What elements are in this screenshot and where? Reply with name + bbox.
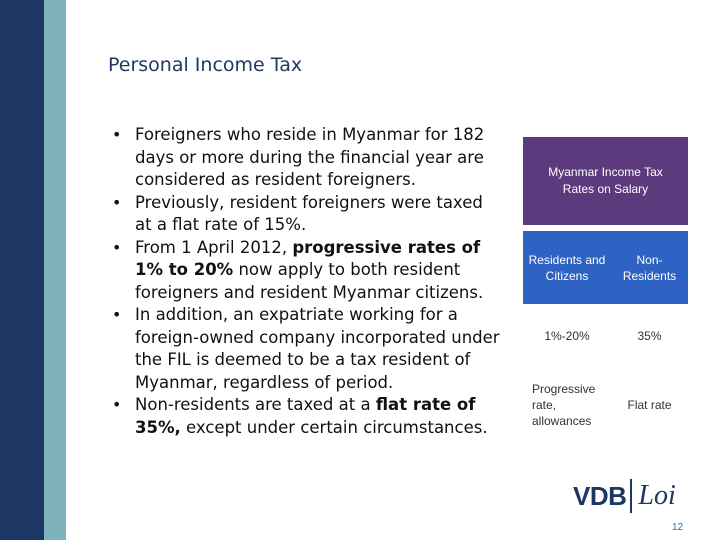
table-cell-resident-basis [523,372,611,438]
page-number: 12 [672,522,684,533]
bullet-item [112,192,500,237]
left-teal-bar [44,0,66,540]
left-navy-bar [0,0,44,540]
bullet-item [112,304,500,394]
bullet-text: Foreigners who reside in Myanmar for 182 days or more during the financial year are considered as resident foreigners. [135,125,485,189]
bullet-item [112,394,500,439]
bullet-dot-icon: • [112,237,122,257]
logo-vdb-text: VDB [573,480,627,511]
tax-table-header-text: Myanmar Income Tax Rates on Salary [548,165,663,196]
bullet-item [112,124,500,192]
bullet-text-post: except under certain circumstances. [180,417,488,437]
bullet-dot-icon: • [112,305,122,324]
column-header-residents [523,231,611,304]
logo-divider [630,479,632,513]
bullet-dot-icon: • [112,192,122,212]
column-header-non-residents [611,231,688,304]
vdb-loi-logo [573,477,676,515]
slide-title: Personal Income Tax [108,54,303,76]
bullet-text: Previously, resident foreigners were taxed at a flat rate of 15%. [135,192,483,234]
bullet-item [112,237,500,305]
table-cell-nonresident-rate: 35% [637,329,662,343]
table-cell-nonresident-basis: Flat rate [627,398,672,412]
bullet-text-pre: Non-residents are taxed at a [135,395,376,414]
bullet-dot-icon: • [112,395,122,414]
column-header-non-residents-text: Non-Residents [622,252,677,283]
bullet-text-bold: flat rate of 35%, [135,395,476,437]
bullet-text-bold: progressive rates of 1% to 20% [135,237,481,279]
bullet-dot-icon: • [112,125,122,144]
tax-table-column-header-row [523,231,688,304]
bullet-text-pre: From 1 April 2012, [135,237,293,257]
column-header-residents-text: Residents and Citizens [528,252,606,283]
table-cell-resident-rate: 1%-20% [544,329,590,343]
bullet-text-post: now apply to both resident foreigners and resident Myanmar citizens. [135,260,484,302]
bullet-text: In addition, an expatriate working for a foreign-owned company incorporated under the FIL is deemed to be a tax resident of Myanmar, regardless of period. [135,305,500,392]
bullet-list [112,124,500,439]
logo-loi-text: Loi [638,480,676,511]
table-cell-resident-basis-text: Progressive rate, allowances [532,382,596,428]
tax-table-header [523,137,688,225]
